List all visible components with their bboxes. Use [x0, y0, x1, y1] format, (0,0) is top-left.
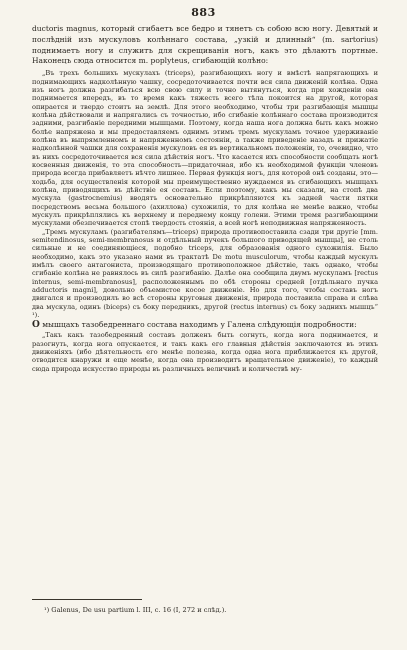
footnote: ¹) Galenus, De usu partium l. III, c. 16 (I, 272 и слѣд.). — [44, 606, 227, 614]
section-initial: О — [32, 319, 40, 330]
quote-paragraph-1: „Въ трехъ большихъ мускулахъ (triceps), разгибающихъ ногу и вмѣстѣ напрягающихъ и поднимающихъ надколѣнную чашку, сосредоточивается почти вся сила движеній колѣна. Одна изъ ногъ должна разгибаться всю свою силу и точно вытянуться, когда при хожденіи она поднимается впередъ, въ то время какъ тяжесть всего тѣла покоится на другой, которая опирается и твердо стоитъ на землѣ. Для этого необходимо, чтобы три разгибающія мышцы колѣна дѣйствовали и напрягались съ точностью, ибо сгибаніе колѣннаго состава производится задними, разгибаніе передними мышцами. Поэтому, когда наша нога должна быть какъ можно болѣе напряжена и мы предоставляемъ однимъ этимъ тремъ мускуламъ точное удерживаніе колѣна въ выпрямленномъ и напряженномъ состояніи, а также приведеніе назадъ и прижатіе надколѣнной чашки для сохраненія мускуловъ ея въ вертикальномъ положеніи, то, очевидно, что въ нихъ сосредоточивается вся сила дѣйствія ногъ. Что касается ихъ способности сообщать ногѣ косвенныя движенія, то эта способность—придаточная, ибо къ необходимой функціи членовъ природа всегда прибавляетъ нѣчто лишнее. Первая функція ногъ, для которой онѣ созданы, это—ходьба, для осуществленія которой мы преимущественно нуждаемся въ сгибающихъ мышцахъ колѣна, приводящихъ въ дѣйствіе ея составъ. Если поэтому, какъ мы сказали, на стопѣ два мускула (gastrocnemius) вводятъ основательно прикрѣпляются къ задней части пятки посредствомъ весьма большого (ахиллова) сухожилія, то для колѣна не менѣе важно, чтобы мускулъ прикрѣплялись къ верхнему и переднему концу голени. Этими тремя разгибающими мускулами обезпечивается стопѣ твердость стоянія, а всей ногѣ неподвижная напряженность. — [32, 69, 378, 228]
page-number: 883 — [191, 6, 216, 19]
section-heading-paragraph — [32, 320, 378, 331]
page-body — [32, 24, 378, 373]
lead-paragraph: ductoris magnus, который сгибаетъ все бедро и тянетъ съ собою всю ногу. Девятый и послѣдній изъ мускуловъ колѣннаго состава, „узкій и длинный“ (m. sartorius) поднимаетъ ногу и служитъ для скрещиванія ногъ, какъ это дѣлаютъ портные. Наконецъ сюда относится m. poplyteus, сгибающій колѣно: — [32, 24, 378, 66]
quote-paragraph-2: „Тремъ мускуламъ (разгибателямъ—triceps) природа противопоставила сзади три другіе [mm. semitendinosus, semi-membranosus и отдѣльный пучекъ большого приводящей мышцы], не столь сильные и не соединяющіеся, подобно triceps, для образованія одного сухожилія. Было необходимо, какъ это указано нами въ трактатѣ De motu musculorum, чтобы каждый мускулъ имѣлъ своего антагониста, производящаго противоположное дѣйствіе, такъ однако, чтобы сгибаніе колѣна не равнялось въ силѣ разгибанію. Далѣе она сообщила двумъ мускуламъ [rectus internus, semi-membranosus], расположеннымъ по обѣ стороны средней [отдѣльнаго пучка adductoris magni], довольно объемистое косое движеніе. Но для того, чтобы составъ ногъ двигался и производилъ во всѣ стороны круговыя движенія, природа поставила справа и слѣва два мускула, одинъ (biceps) съ боку передникъ, другой (rectus internus) съ боку заднихъ мышцъ“ ¹). — [32, 227, 378, 320]
section-text: мышцахъ тазобедреннаго состава находимъ у Галена слѣдующія подробности: — [39, 319, 357, 329]
quote-block-2 — [32, 331, 378, 373]
tail-paragraph-1: „Такъ какъ тазобедренный составъ долженъ быть согнуть, когда нога поднимается, и разогнуть, когда нога опускается, и такъ какъ его главныя дѣйствія заключаются въ этихъ движеніяхъ (ибо дѣятельность его менѣе полезна, когда одна нога приближается къ другой, отводится кнаружи и еще менѣе, когда она производитъ вращательное движеніе), то каждый сюда природа искусство природы въ различныхъ величинѣ и количествѣ му- — [32, 331, 378, 373]
quote-block-1 — [32, 69, 378, 319]
footnote-rule — [32, 599, 142, 600]
